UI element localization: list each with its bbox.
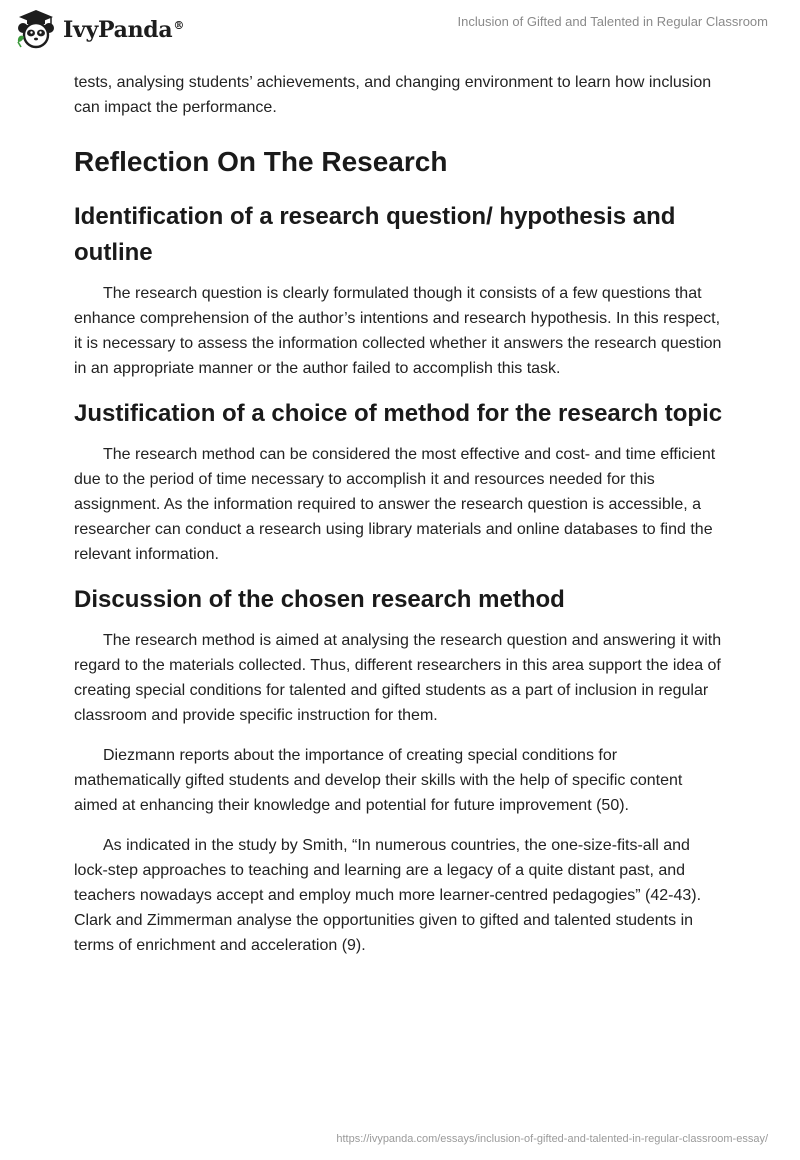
paragraph-method-justification: The research method can be considered the most effective and cost- and time efficient due to the period of time necessary to accomplish it and resources needed for this assignment. As the information required to answer the research question is accessible, a researcher can conduct a research using library materials and online databases to find the relevant information. bbox=[74, 446, 716, 563]
registered-mark: ® bbox=[173, 18, 185, 32]
subsection-heading-research-question: Identification of a research question/ hypothesis and outline bbox=[74, 203, 676, 266]
subsection-heading-method-justification: Justification of a choice of method for the research topic bbox=[74, 400, 723, 427]
panda-graduate-icon bbox=[15, 8, 57, 50]
document-title: Inclusion of Gifted and Talented in Regular Classroom bbox=[457, 14, 768, 29]
paragraph-method-discussion-3: As indicated in the study by Smith, “In numerous countries, the one-size-fits-all and lock-step approaches to teaching and learning are a legacy of a quite distant past, and teachers nowadays accept and employ much more learner-centred pedagogies” (42-43). Clark and Zimmerman analyse the opportunities given to gifted and talented students in terms of enrichment and acceleration (9). bbox=[74, 837, 702, 954]
section-heading: Reflection On The Research bbox=[74, 146, 448, 177]
intro-paragraph: tests, analysing students’ achievements, and changing environment to learn how inclusion can impact the performance. bbox=[74, 74, 712, 116]
paragraph-method-discussion-2: Diezmann reports about the importance of creating special conditions for mathematically gifted students and develop their skills with the help of specific content aimed at enhancing their knowledge and potential for future improvement (50). bbox=[74, 747, 683, 814]
paragraph-method-discussion-1: The research method is aimed at analysing the research question and answering it with regard to the materials collected. Thus, different researchers in this area support the idea of creating special conditions for talented and gifted students as a part of inclusion in regular classroom and provide specific instruction for them. bbox=[74, 632, 722, 724]
page-header bbox=[0, 0, 800, 64]
logo-text bbox=[63, 17, 184, 43]
footer-source-url[interactable]: https://ivypanda.com/essays/inclusion-of-gifted-and-talented-in-regular-classroom-essay/ bbox=[336, 1133, 768, 1145]
paragraph-research-question: The research question is clearly formulated though it consists of a few questions that enhance comprehension of the author’s intentions and research hypothesis. In this respect, it is necessary to assess the information collected whether it answers the research question in an appropriate manner or the author failed to accomplish this task. bbox=[74, 285, 722, 377]
subsection-heading-method-discussion: Discussion of the chosen research method bbox=[74, 586, 565, 613]
logo-name: IvyPanda bbox=[63, 17, 173, 43]
ivypanda-logo[interactable] bbox=[15, 8, 184, 50]
essay-content bbox=[74, 70, 726, 973]
